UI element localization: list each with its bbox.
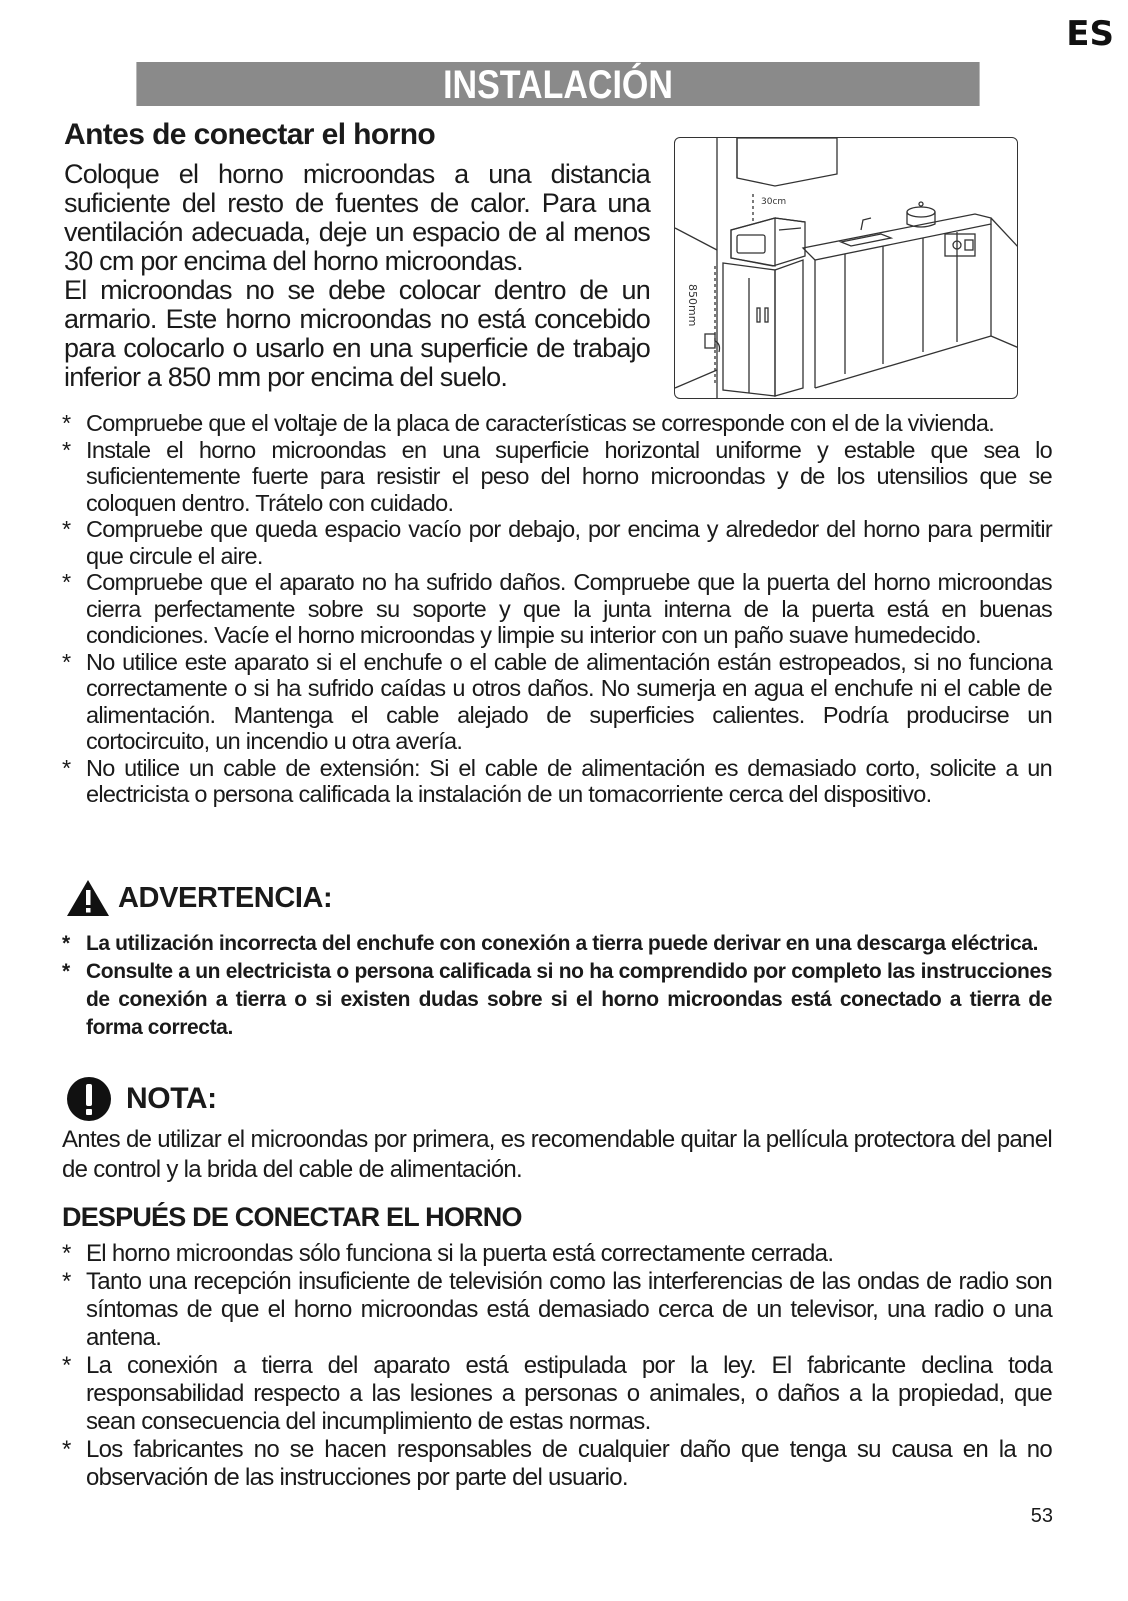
note-text: Antes de utilizar el microondas por primera, es recomendable quitar la pellícula protectora del panel de control y la brida del cable de alimentación.	[62, 1126, 1052, 1183]
page-title: INSTALACIÓN	[136, 62, 979, 106]
intro-paragraph: Coloque el horno microondas a una distancia suficiente del resto de fuentes de calor. Para una ventilación adecuada, deje un espacio de al menos 30 cm por encima del horno microondas.	[64, 159, 650, 276]
warning-heading-label: ADVERTENCIA:	[118, 881, 333, 914]
section-heading-after: DESPUÉS DE CONECTAR EL HORNO	[62, 1202, 522, 1232]
list-item: * El horno microondas sólo funciona si la puerta está correctamente cerrada.	[62, 1240, 834, 1267]
list-item: * No utilice un cable de extensión: Si el cable de alimentación es demasiado corto, solicite a un electricista o persona calificada la instalación de un tomacorriente cerca del dispositivo.	[62, 754, 1052, 807]
exclamation-circle-icon	[66, 1076, 112, 1122]
warning-heading	[66, 878, 332, 918]
page-number: 53	[1030, 1505, 1053, 1527]
kitchen-installation-illustration	[674, 137, 1018, 399]
note-heading-label: NOTA:	[126, 1082, 217, 1115]
list-item: * Instale el horno microondas en una superficie horizontal uniforme y estable que sea lo suficientemente fuerte para resistir el peso del horno microondas y de los utensilios que se coloquen dentro. Trátelo con cuidado.	[62, 436, 1052, 516]
intro-paragraph: El microondas no se debe colocar dentro de un armario. Este horno microondas no está concebido para colocarlo o usarlo en una superficie de trabajo inferior a 850 mm por encima del suelo.	[64, 275, 650, 392]
install-checklist	[62, 410, 1052, 808]
list-item: * Tanto una recepción insuficiente de televisión como las interferencias de las ondas de radio son síntomas de que el horno microondas está demasiado cerca de un televisor, una radio o una antena.	[62, 1268, 1052, 1351]
section-heading-before: Antes de conectar el horno	[64, 118, 436, 151]
warning-triangle-icon	[66, 879, 110, 917]
list-item: * Compruebe que queda espacio vacío por debajo, por encima y alrededor del horno para permitir que circule el aire.	[62, 516, 1052, 569]
list-item: * Los fabricantes no se hacen responsables de cualquier daño que tenga su causa en la no observación de las instrucciones por parte del usuario.	[62, 1436, 1052, 1491]
list-item: * Consulte a un electricista o persona calificada si no ha comprendido por completo las instrucciones de conexión a tierra o si existen dudas sobre si el horno microondas está conectado a tierra de forma correcta.	[62, 960, 1052, 1039]
figure-label-850mm: 850mm	[686, 284, 699, 327]
warning-list	[62, 930, 1052, 1042]
list-item: * Compruebe que el aparato no ha sufrido daños. Compruebe que la puerta del horno microondas cierra perfectamente sobre su soporte y que la junta interna de la puerta está en buenas condiciones. Vacíe el horno microondas y limpie su interior con un paño suave humedecido.	[62, 569, 1052, 648]
intro-text	[64, 160, 650, 392]
list-item: * No utilice este aparato si el enchufe o el cable de alimentación están estropeados, si no funciona correctamente o si ha sufrido caídas u otros daños. No sumerja en agua el enchufe ni el cable de alimentación. Mantenga el cable alejado de superficies calientes. Podría producirse un cortocircuito, un incendio u otra avería.	[62, 648, 1052, 754]
list-item: * Compruebe que el voltaje de la placa de características se corresponde con el de la vivienda.	[62, 410, 995, 436]
language-badge: ES	[1066, 14, 1114, 54]
after-connection-list	[62, 1240, 1052, 1492]
list-item: * La utilización incorrecta del enchufe con conexión a tierra puede derivar en una descarga eléctrica.	[62, 932, 1039, 955]
list-item: * La conexión a tierra del aparato está estipulada por la ley. El fabricante declina toda responsabilidad respecto a las lesiones a personas o animales, o daños a la propiedad, que sean consecuencia del incumplimiento de estas normas.	[62, 1352, 1052, 1435]
figure-label-30cm: 30cm	[761, 197, 787, 207]
note-heading	[66, 1074, 217, 1124]
